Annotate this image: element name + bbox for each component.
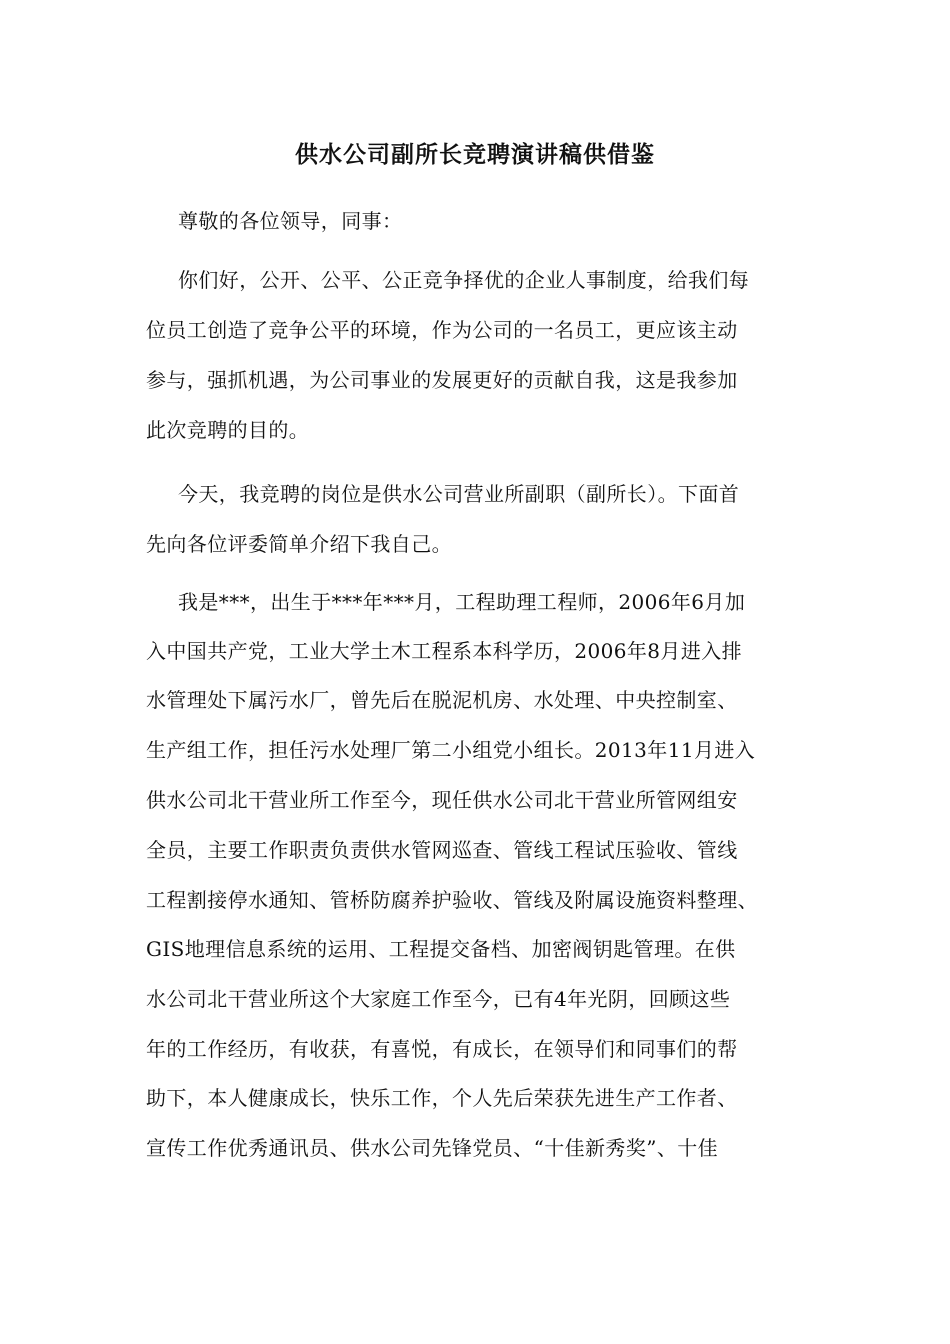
paragraph-3-line-11: 助下，本人健康成长，快乐工作，个人先后荣获先进生产工作者、: [146, 1086, 738, 1110]
paragraph-1-line-2: 位员工创造了竞争公平的环境，作为公司的一名员工，更应该主动: [146, 318, 738, 342]
paragraph-3-line-12: 宣传工作优秀通讯员、供水公司先锋党员、“十佳新秀奖”、十佳: [146, 1136, 719, 1160]
paragraph-3-line-7: 工程割接停水通知、管桥防腐养护验收、管线及附属设施资料整理、: [146, 888, 758, 912]
paragraph-1-line-1: 你们好，公开、公平、公正竞争择优的企业人事制度，给我们每: [178, 268, 750, 292]
document-title: 供水公司副所长竞聘演讲稿供借鉴: [295, 141, 655, 168]
paragraph-3-line-9: 水公司北干营业所这个大家庭工作至今，已有4年光阴，回顾这些: [146, 987, 731, 1011]
paragraph-3-line-5: 供水公司北干营业所工作至今，现任供水公司北干营业所管网组安: [146, 788, 738, 812]
paragraph-3-line-2: 入中国共产党，工业大学土木工程系本科学历，2006年8月进入排: [146, 639, 743, 663]
paragraph-3-line-3: 水管理处下属污水厂，曾先后在脱泥机房、水处理、中央控制室、: [146, 688, 738, 712]
paragraph-1-line-3: 参与，强抓机遇，为公司事业的发展更好的贡献自我，这是我参加: [146, 368, 738, 392]
paragraph-3-line-8: GIS地理信息系统的运用、工程提交备档、加密阀钥匙管理。在供: [146, 937, 736, 961]
paragraph-1-line-4: 此次竞聘的目的。: [146, 418, 310, 442]
paragraph-3-line-4: 生产组工作，担任污水处理厂第二小组党小组长。2013年11月进入: [146, 738, 756, 762]
paragraph-2-line-1: 今天，我竞聘的岗位是供水公司营业所副职（副所长）。下面首: [178, 482, 740, 506]
paragraph-3-line-1: 我是***，出生于***年***月，工程助理工程师，2006年6月加: [178, 590, 746, 614]
salutation: 尊敬的各位领导，同事：: [178, 209, 403, 233]
paragraph-3-line-6: 全员，主要工作职责负责供水管网巡查、管线工程试压验收、管线: [146, 838, 738, 862]
paragraph-2-line-2: 先向各位评委简单介绍下我自己。: [146, 532, 452, 556]
paragraph-3-line-10: 年的工作经历，有收获，有喜悦，有成长，在领导们和同事们的帮: [146, 1037, 738, 1061]
